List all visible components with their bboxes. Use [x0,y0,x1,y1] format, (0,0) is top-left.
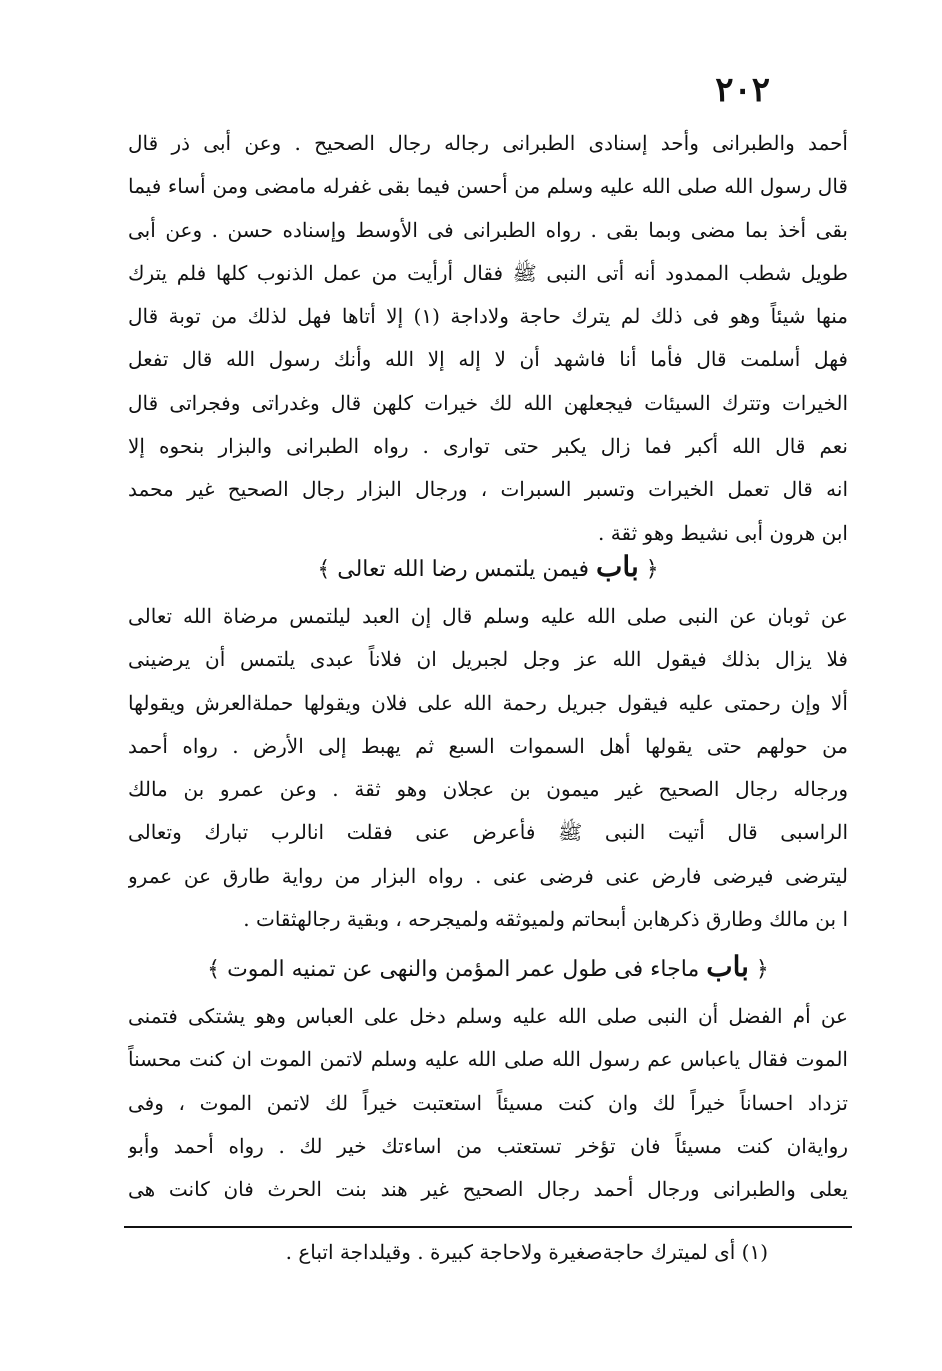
text-line: ليترضى فيرضى فارض عنى فرضى عنى . رواه البزار من رواية طارق عن عمرو [128,863,848,888]
text-line: نعم قال الله أكبر فما زال يكبر حتى توارى . رواه الطبرانى والبزار بنحوه إلا [128,434,848,459]
text-line: ألا وإن رحمتى عليه فيقول جبريل رحمة الله على فلان ويقولها حملةالعرش ويقولها [128,690,848,715]
text-line: روايةان كنت مسيئاً فان تؤخر تستعتب من اساءتك خير لك . رواه أحمد وأبو [128,1133,848,1158]
ornate-bracket-open: ﴿ [755,957,769,982]
text-line: أحمد والطبرانى وأحد إسنادى الطبرانى رجاله رجال الصحيح . وعن أبى ذر قال [128,131,848,155]
paragraph-1 [128,122,848,555]
text-line: ابن هرون أبى نشيط وهو ثقة . [598,520,848,545]
footnote-divider [124,1226,852,1228]
text-line: الراسبى قال أتيت النبى ﷺ فأعرض عنى فقلت انالرب تبارك وتعالى [128,820,848,845]
text-line: بقى أخذ بما مضى وبما بقى . رواه الطبرانى فى الأوسط وإسناده حسن . وعن أبى [128,217,848,242]
bab-label: باب [706,950,749,983]
text-line: الخيرات وتترك السيئات فيجعلهن الله لك خيرات كلهن قال وغدراتى وفجراتى قال [128,390,848,415]
text-line: تزداد احساناً خيراً لك وان كنت مسيئاً استعتبت خيراً لك لاتمن الموت ، وفى [128,1090,848,1115]
page-number: ٢٠٢ [715,70,770,110]
ornate-bracket-close: ﴾ [317,557,331,582]
text-line: فهل أسلمت قال فأما أنا فاشهد أن لا إله إلا الله وأنك رسول الله قال تفعل [128,347,848,372]
text-line: ورجاله رجال الصحيح غير ميمون بن عجلان وهو ثقة . وعن عمرو بن مالك [128,777,848,802]
text-line: ا بن مالك وطارق ذكرهابن أبىحاتم ولميوثقه ولميجرحه ، وبقية رجالهثقات . [243,907,848,932]
text-line: قال رسول الله صلى الله عليه وسلم من أحسن فيما بقى غفرله مامضى ومن أساء فيما [128,174,848,199]
heading-title: ماجاء فى طول عمر المؤمن والنهى عن تمنيه الموت [227,957,700,982]
text-line: يعلى والطبرانى ورجال أحمد رجال الصحيح غير هند بنت الحرث فان كانت هى [128,1177,848,1202]
footnote: (١) أى لميترك حاجةصغيرة ولاحاجة كبيرة . وقيلداجة اتباع . [285,1240,768,1264]
section-heading-1 [128,550,848,583]
paragraph-2 [128,595,848,941]
text-line: من حولهم حتى يقولها أهل السموات السبع ثم يهبط إلى الأرض . رواه أحمد [128,733,848,758]
bab-label: باب [596,550,639,583]
text-line: عن ثوبان عن النبى صلى الله عليه وسلم قال إن العبد ليلتمس مرضاة الله تعالى [128,604,848,628]
text-line: الموت فقال ياعباس عم رسول الله صلى الله عليه وسلم لاتمن الموت ان كنت محسناً [128,1047,848,1072]
text-line: طويل شطب الممدود أنه أتى النبى ﷺ فقال أرأيت من عمل الذنوب كلها فلم يترك [128,260,848,285]
ornate-bracket-close: ﴾ [207,957,221,982]
paragraph-3 [128,995,848,1211]
section-heading-2 [128,950,848,983]
text-line: انه قال تعمل الخيرات وتسبر السبرات ، ورجال البزار رجال الصحيح غير محمد [128,477,848,502]
text-line: منها شيئاً وهو فى ذلك لم يترك حاجة ولاداجة (١) إلا أتاها فهل لذلك من توبة قال [128,304,848,329]
heading-title: فيمن يلتمس رضا الله تعالى [337,557,590,582]
ornate-bracket-open: ﴿ [645,557,659,582]
text-line: فلا يزال بذلك فيقول الله عز وجل لجبريل ان فلاناً عبدى يلتمس أن يرضينى [128,647,848,672]
text-line: عن أم الفضل أن النبى صلى الله عليه وسلم دخل على العباس وهو يشتكى فتمنى [128,1004,848,1028]
